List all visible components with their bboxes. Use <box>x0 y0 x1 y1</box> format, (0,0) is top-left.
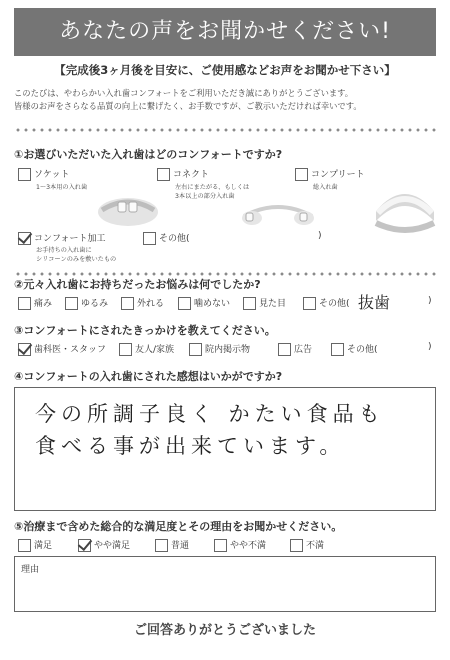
option-dentist-staff[interactable] <box>18 342 106 356</box>
handwritten-other: 抜歯 <box>358 293 391 312</box>
socket-denture-image <box>92 188 164 232</box>
option-label: 痛み <box>34 299 53 309</box>
question-5: ⑤治療まで含めた総合的な満足度とその理由をお聞かせください。 <box>14 520 343 533</box>
checkbox[interactable] <box>18 168 31 181</box>
option-label: 友人/家族 <box>135 345 175 355</box>
checkbox[interactable] <box>65 297 78 310</box>
option-label: コンプリート <box>311 170 365 180</box>
question-4: ④コンフォートの入れ歯にされた感想はいかがですか? <box>14 370 283 383</box>
intro-line: 皆様のお声をさらなる品質の向上に繋げたく、お手数ですが、ご教示いただければ幸いです。 <box>14 101 362 111</box>
reason-box[interactable] <box>14 556 436 612</box>
option-label: ソケット <box>34 170 70 180</box>
option-other[interactable] <box>303 296 350 310</box>
option-close-paren: ) <box>318 231 322 241</box>
note-line: お手持ちの入れ歯に <box>36 247 92 254</box>
option-note: 1〜3本用の入れ歯 <box>36 184 88 191</box>
question-2: ②元々入れ歯にお持ちだったお悩みは何でしたか? <box>14 278 261 291</box>
option-friend-family[interactable] <box>119 342 174 356</box>
checkbox[interactable] <box>331 343 344 356</box>
subtitle: 【完成後3ヶ月後を目安に、ご使用感などお声をお聞かせ下さい】 <box>54 63 396 77</box>
footer-thanks: ご回答ありがとうございました <box>133 623 316 638</box>
option-label: その他( <box>159 234 190 244</box>
option-note: 総入れ歯 <box>313 184 338 191</box>
answer-box[interactable] <box>14 387 436 511</box>
option-label: コネクト <box>173 170 210 180</box>
option-loose[interactable] <box>65 296 108 310</box>
question-3: ③コンフォートにされたきっかけを教えてください。 <box>14 324 276 337</box>
note-line: シリコーンのみを敷いたもの <box>36 256 117 263</box>
banner-title: あなたの声をお聞かせください! <box>14 8 436 56</box>
checkbox[interactable] <box>119 343 132 356</box>
checkbox-checked[interactable] <box>18 343 31 356</box>
option-other[interactable] <box>331 342 378 356</box>
option-label: その他( <box>319 299 350 309</box>
option-close-paren: ) <box>428 296 432 306</box>
checkbox[interactable] <box>155 539 168 552</box>
option-label: コンフォート加工 <box>34 234 106 244</box>
option-cannot-chew[interactable] <box>178 296 230 310</box>
handwritten-answer-line: 食べる事が出来ています。 <box>35 434 346 458</box>
checkbox[interactable] <box>295 168 308 181</box>
checkbox[interactable] <box>143 232 156 245</box>
option-dissatisfied[interactable] <box>290 538 324 552</box>
reason-label: 理由 <box>21 565 40 575</box>
handwritten-answer-line: 今の所調子良く かたい食品も <box>35 402 385 426</box>
option-label: ゆるみ <box>81 299 109 309</box>
checkbox[interactable] <box>18 297 31 310</box>
option-complete[interactable] <box>295 167 365 181</box>
option-note <box>36 246 116 264</box>
option-appearance[interactable] <box>243 296 286 310</box>
note-line: 左右にまたがる、もしくは <box>175 184 250 191</box>
checkbox-checked[interactable] <box>78 539 91 552</box>
option-advertisement[interactable] <box>278 342 312 356</box>
checkbox[interactable] <box>290 539 303 552</box>
option-connect[interactable] <box>157 167 209 181</box>
checkbox[interactable] <box>157 168 170 181</box>
option-comfort-processing[interactable] <box>18 231 106 245</box>
checkbox[interactable] <box>214 539 227 552</box>
checkbox[interactable] <box>278 343 291 356</box>
option-neutral[interactable] <box>155 538 189 552</box>
option-close-paren: ) <box>428 342 432 352</box>
checkbox[interactable] <box>243 297 256 310</box>
checkbox[interactable] <box>18 539 31 552</box>
option-satisfied[interactable] <box>18 538 52 552</box>
intro-text <box>14 87 444 113</box>
option-falls-out[interactable] <box>121 296 164 310</box>
dotted-divider <box>14 128 436 132</box>
option-other[interactable] <box>143 231 190 245</box>
checkbox[interactable] <box>121 297 134 310</box>
option-label: 普通 <box>171 541 190 551</box>
checkbox[interactable] <box>303 297 316 310</box>
note-line: 3本以上の部分入れ歯 <box>175 193 235 200</box>
option-label: 噛めない <box>194 299 231 309</box>
option-label: やや満足 <box>94 541 131 551</box>
option-label: 満足 <box>34 541 53 551</box>
option-somewhat-satisfied[interactable] <box>78 538 130 552</box>
option-clinic-poster[interactable] <box>189 342 250 356</box>
option-socket[interactable] <box>18 167 69 181</box>
option-label: 歯科医・スタッフ <box>34 345 107 355</box>
option-label: 広告 <box>294 345 313 355</box>
complete-denture-image <box>370 177 440 237</box>
connect-denture-image <box>238 196 318 230</box>
checkbox[interactable] <box>178 297 191 310</box>
question-1: ①お選びいただいた入れ歯はどのコンフォートですか? <box>14 148 283 161</box>
option-label: やや不満 <box>230 541 267 551</box>
option-label: その他( <box>347 345 378 355</box>
checkbox[interactable] <box>189 343 202 356</box>
option-label: 外れる <box>137 299 165 309</box>
option-label: 見た目 <box>259 299 287 309</box>
option-somewhat-dissatisfied[interactable] <box>214 538 266 552</box>
option-label: 院内掲示物 <box>205 345 251 355</box>
option-label: 不満 <box>306 541 325 551</box>
option-pain[interactable] <box>18 296 52 310</box>
checkbox-checked[interactable] <box>18 232 31 245</box>
intro-line: このたびは、やわらかい入れ歯コンフォートをご利用いただき誠にありがとうございます。 <box>14 88 354 98</box>
